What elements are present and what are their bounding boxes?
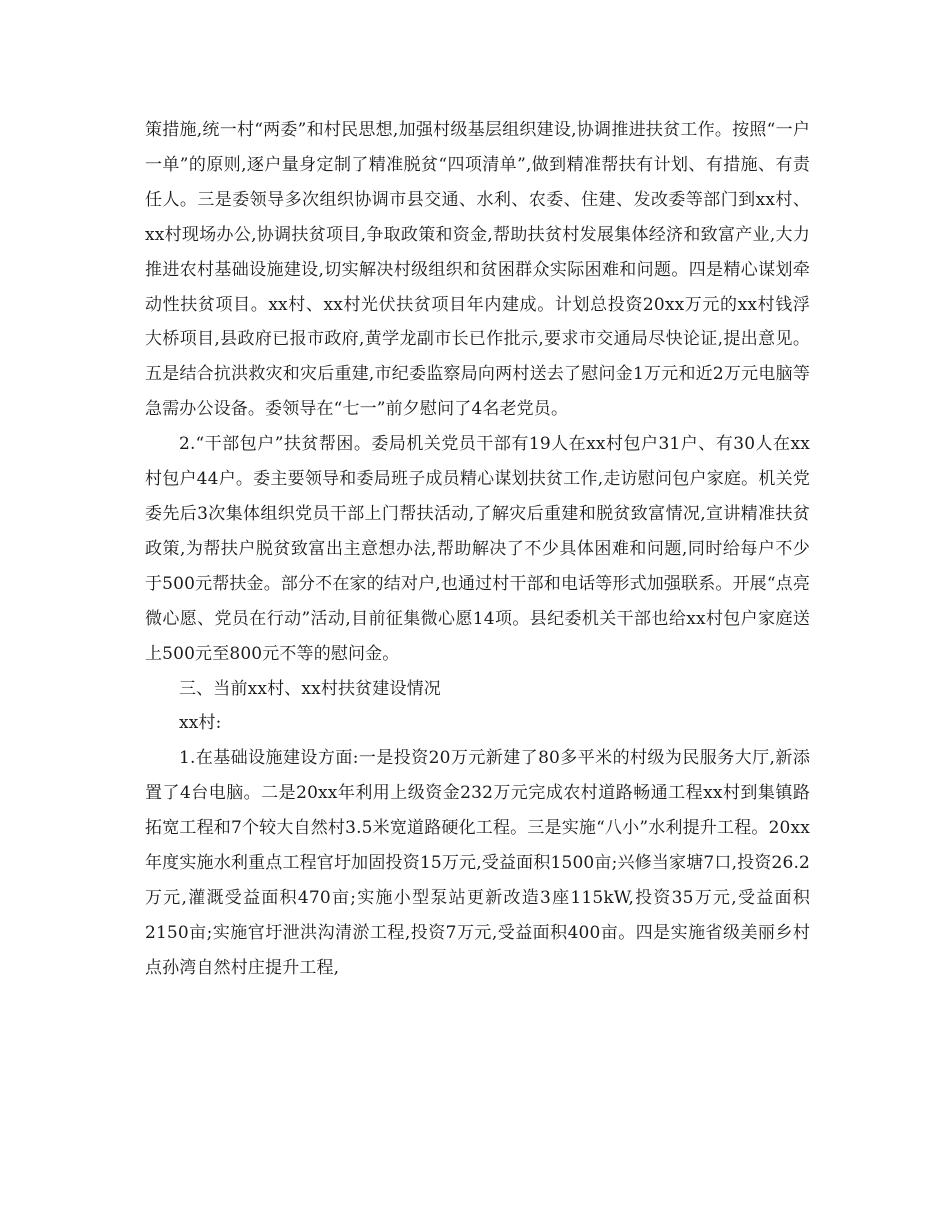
paragraph-cadre-household-aid: 2.“干部包户”扶贫帮困。委局机关党员干部有19人在xx村包户31户、有30人在xx村包户44户。委主要领导和委局班子成员精心谋划扶贫工作,走访慰问包户家庭。机关党委先后3次集体组织党员干部上门帮扶活动,了解灾后重建和脱贫致富情况,宣讲精准扶贫政策,为帮扶户脱贫致富出主意想办法,帮助解决了不少具体困难和问题,同时给每户不少于500元帮扶金。部分不在家的结对户,也通过村干部和电话等形式加强联系。开展“点亮微心愿、党员在行动”活动,目前征集微心愿14项。县纪委机关干部也给xx村包户家庭送上500元至800元不等的慰问金。 [145,434,810,664]
section-heading-current-situation: 三、当前xx村、xx村扶贫建设情况 [179,678,441,699]
village-subheading: xx村: [179,713,222,734]
document-body [145,113,810,986]
paragraph-infrastructure: 1.在基础设施建设方面:一是投资20万元新建了80多平米的村级为民服务大厅,新添置了4台电脑。二是20xx年利用上级资金232万元完成农村道路畅通工程xx村到集镇路拓宽工程和7个较大自然村3.5米宽道路硬化工程。三是实施“八小”水利提升工程。20xx年度实施水利重点工程官圩加固投资15万元,受益面积1500亩;兴修当家塘7口,投资26.2万元,灌溉受益面积470亩;实施小型泵站更新改造3座115kW,投资35万元,受益面积2150亩;实施官圩泄洪沟清淤工程,投资7万元,受益面积400亩。四是实施省级美丽乡村点孙湾自然村庄提升工程, [145,748,810,978]
paragraph-continuation: 策措施,统一村“两委”和村民思想,加强村级基层组织建设,协调推进扶贫工作。按照“一户一单”的原则,逐户量身定制了精准脱贫“四项清单”,做到精准帮扶有计划、有措施、有责任人。三是委领导多次组织协调市县交通、水利、农委、住建、发改委等部门到xx村、xx村现场办公,协调扶贫项目,争取政策和资金,帮助扶贫村发展集体经济和致富产业,大力推进农村基础设施建设,切实解决村级组织和贫困群众实际困难和问题。四是精心谋划牵动性扶贫项目。xx村、xx村光伏扶贫项目年内建成。计划总投资20xx万元的xx村钱浮大桥项目,县政府已报市政府,黄学龙副市长已作批示,要求市交通局尽快论证,提出意见。五是结合抗洪救灾和灾后重建,市纪委监察局向两村送去了慰问金1万元和近2万元电脑等急需办公设备。委领导在“七一”前夕慰问了4名老党员。 [145,120,810,420]
